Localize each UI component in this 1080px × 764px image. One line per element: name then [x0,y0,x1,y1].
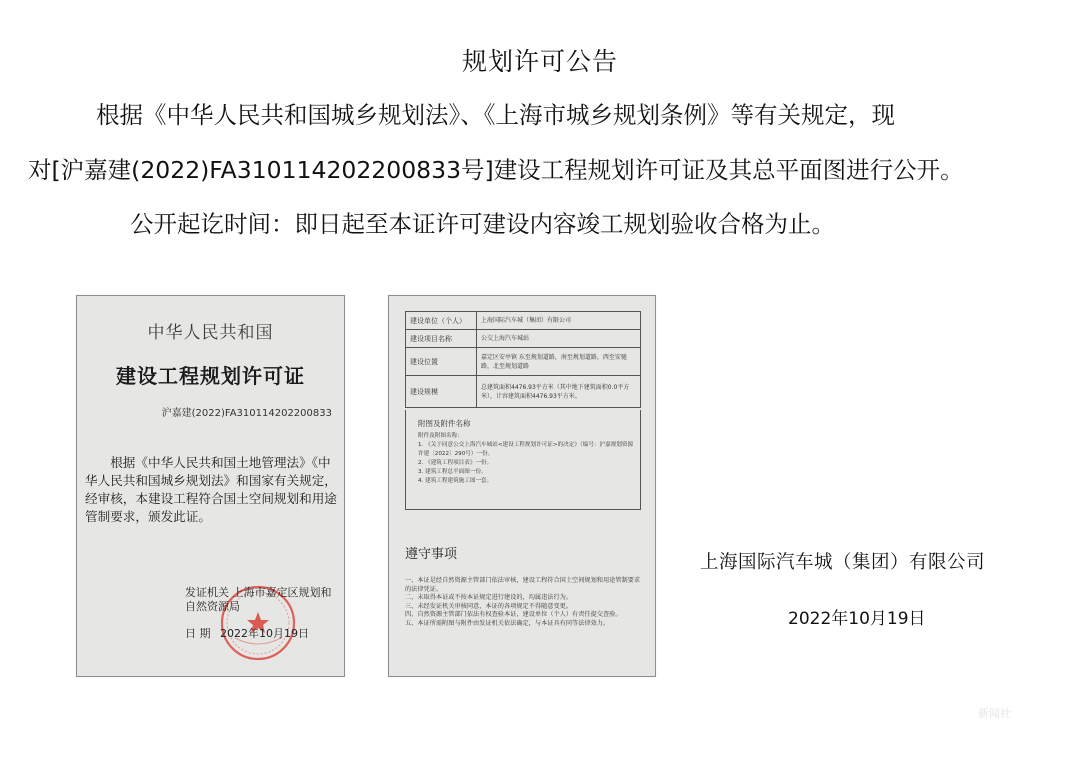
table-row [406,330,641,348]
rules-list [405,577,641,628]
list-item: 五、本证所需附图与附件由发证机关依法确定，与本证具有同等法律效力。 [405,619,610,627]
row-value: 上海国际汽车城（集团）有限公司 [477,312,641,330]
certificate-issuer: 发证机关 上海市嘉定区规划和自然资源局 [185,586,332,613]
notice-paragraph-3: 公开起讫时间：即日起至本证许可建设内容竣工规划验收合格为止。 [130,210,835,238]
rules-title: 遵守事项 [405,547,458,562]
list-item: 三、未经发证机关审核同意，本证的各项规定不得随意变更。 [405,602,573,610]
row-key: 建设规模 [406,376,477,408]
permit-annex-image [388,295,656,677]
certificate-date: 2022年10月19日 [220,627,309,640]
attachments-box [405,410,641,510]
certificate-date-row [185,625,309,641]
notice-title: 规划许可公告 [461,47,618,76]
notice-paragraph-1: 根据《中华人民共和国城乡规划法》、《上海市城乡规划条例》等有关规定，现 [96,101,895,129]
certificate-title: 建设工程规划许可证 [116,364,305,388]
list-item: 1. 《关于同意公交上海汽车城站<建设工程规划许可证>的决定》（编号：沪嘉规划资源许建〔2022〕290号）一份。 [418,442,634,457]
attachments-list [418,432,636,486]
certificate-date-label: 日 期 [185,627,211,640]
row-key: 建设项目名称 [406,330,477,348]
publish-date: 2022年10月19日 [788,609,926,629]
row-value: 总建筑面积4476.93平方米（其中地下建筑面积0.0平方米），计容建筑面积4476.93平方米。 [477,376,641,408]
table-row [406,376,641,408]
certificate-number: 沪嘉建(2022)FA310114202200833 [161,408,332,419]
certificate-body: 根据《中华人民共和国土地管理法》《中华人民共和国城乡规划法》和国家有关规定，经审核，本建设工程符合国土空间规划和用途管制要求，颁发此证。 [85,455,337,524]
table-row [406,312,641,330]
list-item: 4. 建筑工程建筑施工图一套。 [418,478,493,484]
notice-paragraph-2: 对[沪嘉建(2022)FA310114202200833号]建设工程规划许可证及其总平面图进行公开。 [28,156,964,184]
list-item: 一、本证是经自然资源主管部门依法审核，建设工程符合国土空间规划和用途管制要求的法律凭证。 [405,577,641,593]
row-key: 建设单位（个人） [406,312,477,330]
list-item: 2. 《建筑工程项目表》一份。 [418,460,493,466]
list-item: 附件及附图名称： [418,433,463,439]
watermark: 新闻社 [978,707,1011,720]
certificate-country: 中华人民共和国 [147,323,274,343]
row-value: 公交上海汽车城站 [477,330,641,348]
list-item: 二、未取得本证或不按本证规定进行建设的，均属违法行为。 [405,594,573,601]
list-item: 四、自然资源主管部门依法有权查验本证，建设单位（个人）有责任提交查验。 [405,611,622,618]
row-value: 嘉定区安亭镇 东至规划道路，南至规划道路，西至安驰路，北至规划道路 [477,348,641,376]
project-info-table [405,311,641,408]
attachments-heading: 附图及附件名称 [418,419,471,428]
table-row [406,348,641,376]
list-item: 3. 建筑工程总平面图一份。 [418,469,487,475]
permit-certificate-image [76,295,345,677]
issuing-company: 上海国际汽车城（集团）有限公司 [700,552,986,573]
row-key: 建设位置 [406,348,477,376]
